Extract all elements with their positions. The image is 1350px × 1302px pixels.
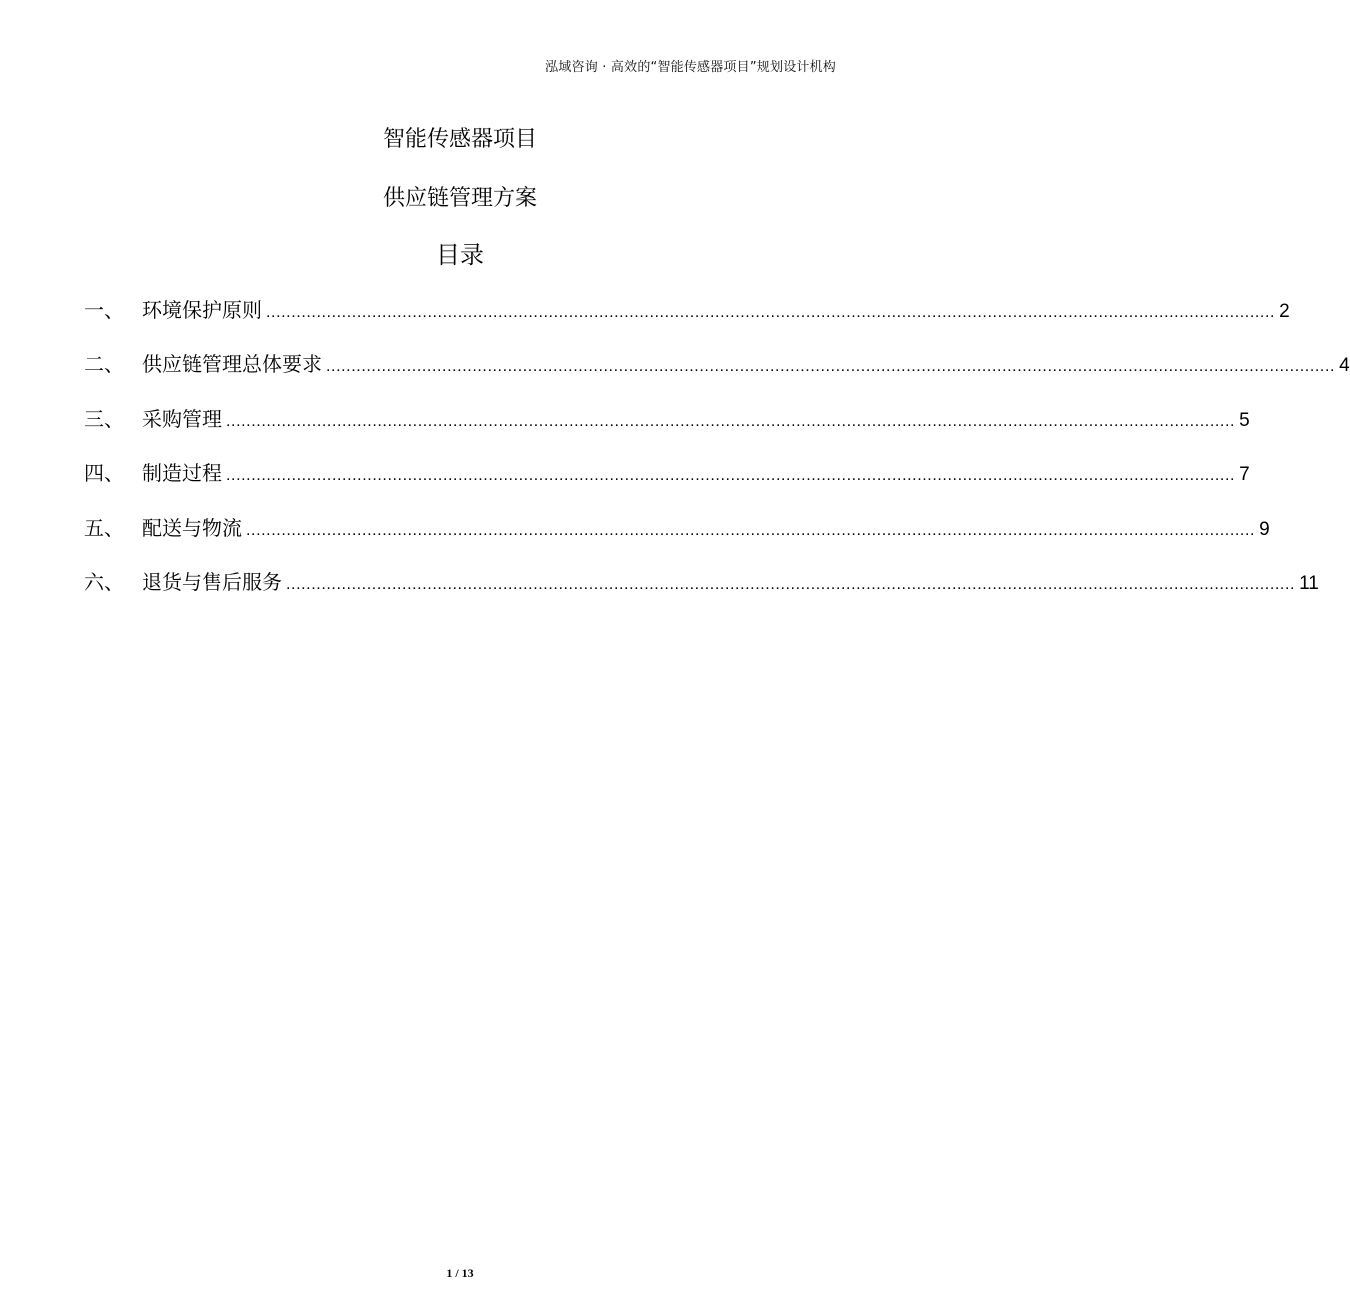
toc-leader-dots: ........................................................................................................................................................................................................: [226, 467, 1236, 485]
toc-entry-number: 六、: [84, 569, 124, 594]
toc-heading: 目录: [436, 241, 484, 269]
document-subtitle: 供应链管理方案: [382, 186, 537, 211]
toc-entry[interactable]: [84, 566, 1319, 620]
page-header: 泓域咨询 · 高效的“智能传感器项目”规划设计机构: [545, 60, 836, 75]
toc-entry-number: 五、: [84, 515, 124, 540]
toc-entry[interactable]: [84, 294, 1290, 348]
toc-entry-title: 退货与售后服务: [142, 569, 282, 594]
toc-leader-dots: ........................................................................................................................................................................................................: [266, 304, 1276, 321]
toc-entry[interactable]: [84, 403, 1250, 457]
table-of-contents: [84, 294, 1350, 620]
toc-entry-title: 制造过程: [142, 461, 222, 486]
toc-entry-page: 11: [1299, 572, 1319, 594]
toc-entry-page: 7: [1239, 464, 1250, 486]
toc-entry-title: 环境保护原则: [142, 298, 262, 322]
toc-entry-title: 供应链管理总体要求: [142, 352, 322, 377]
toc-entry-number: 一、: [84, 298, 124, 322]
toc-leader-dots: ........................................................................................................................................................................................................: [246, 521, 1256, 539]
toc-leader-dots: ........................................................................................................................................................................................................: [326, 358, 1336, 376]
toc-entry[interactable]: [84, 348, 1350, 402]
toc-leader-dots: ........................................................................................................................................................................................................: [286, 575, 1296, 593]
toc-entry-page: 4: [1339, 355, 1350, 377]
toc-entry-page: 2: [1279, 301, 1290, 322]
toc-entry-number: 二、: [84, 352, 124, 377]
toc-entry[interactable]: [84, 457, 1250, 511]
toc-leader-dots: ........................................................................................................................................................................................................: [226, 412, 1236, 430]
toc-entry[interactable]: [84, 512, 1270, 566]
toc-entry-number: 三、: [84, 406, 124, 431]
toc-entry-page: 9: [1259, 518, 1270, 540]
toc-entry-number: 四、: [84, 461, 124, 486]
toc-entry-title: 采购管理: [142, 406, 222, 431]
document-title: 智能传感器项目: [382, 127, 537, 152]
toc-entry-title: 配送与物流: [142, 515, 242, 540]
toc-entry-page: 5: [1239, 409, 1250, 431]
page-number-footer: 1 / 13: [446, 1266, 474, 1280]
